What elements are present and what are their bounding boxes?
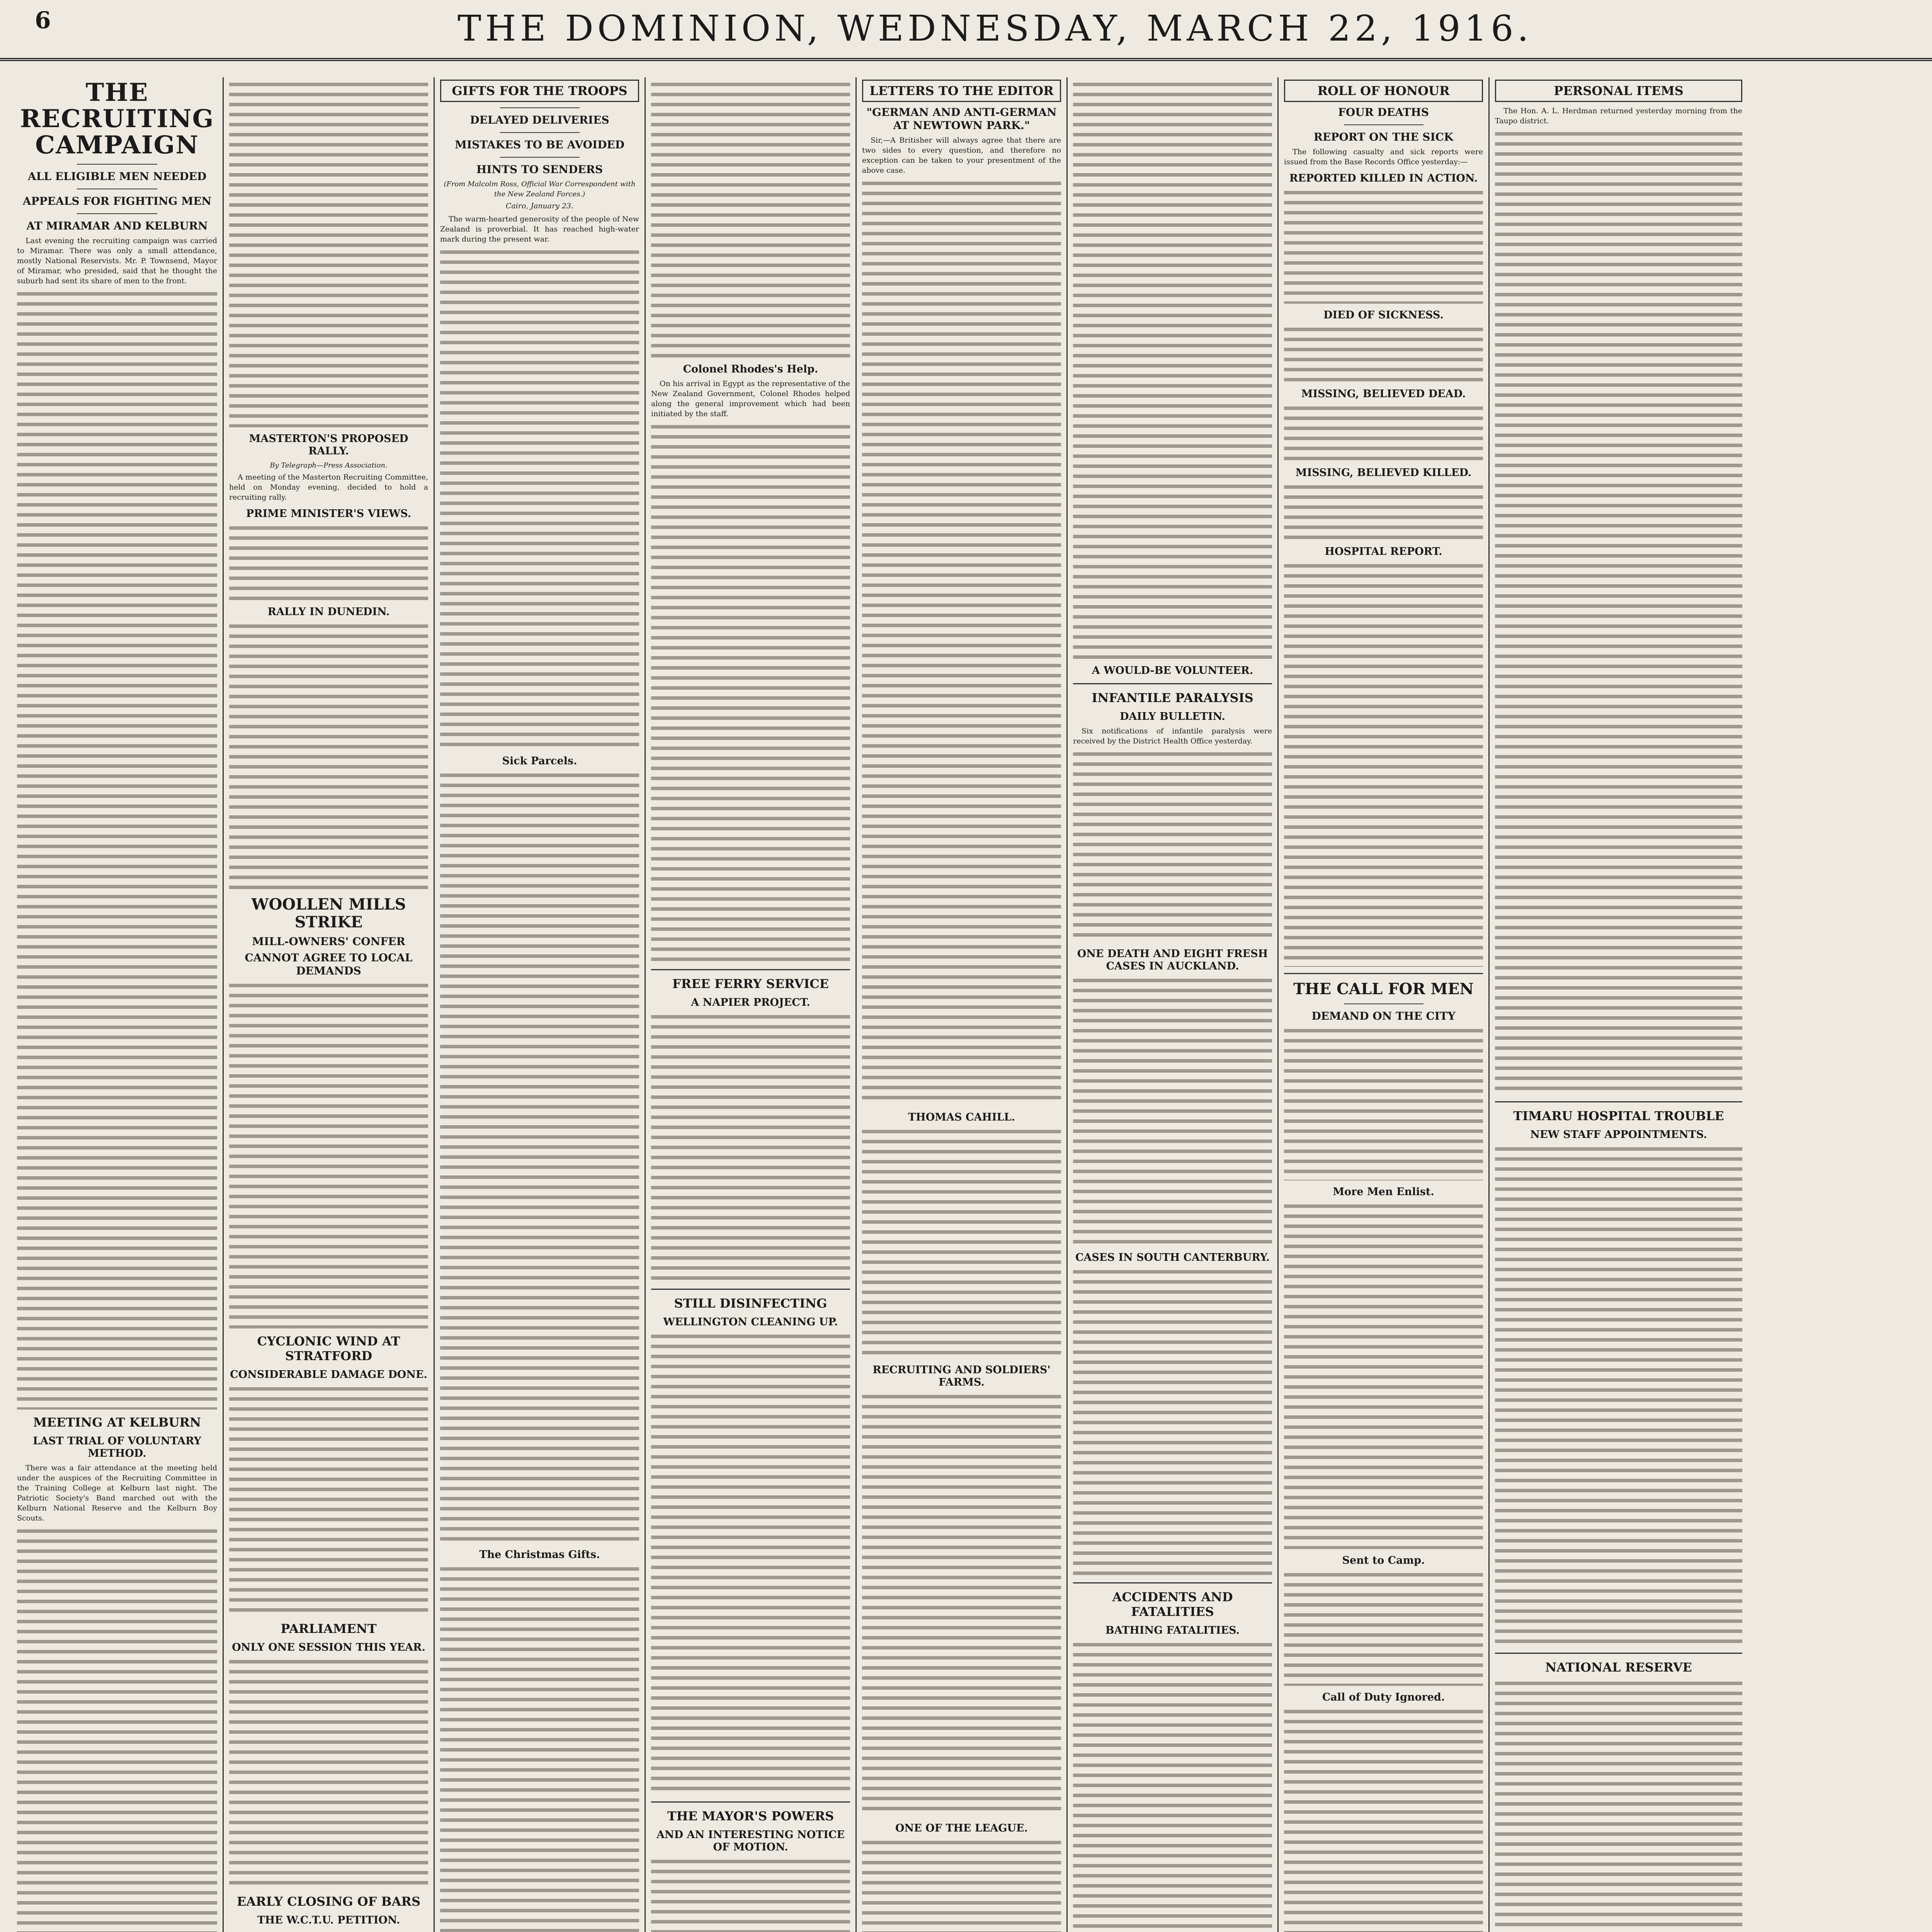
deck: "GERMAN AND ANTI-GERMAN AT NEWTOWN PARK." (866, 106, 1057, 132)
subhead: MEETING AT KELBURN (33, 1415, 201, 1430)
article-body: On his arrival in Egypt as the representative of the New Zealand Government, Colonel Rhodes helped along the general improvement which had been initiated by the staff. (651, 379, 850, 418)
subhead: Colonel Rhodes's Help. (683, 363, 818, 375)
subhead: NEW STAFF APPOINTMENTS. (1530, 1129, 1707, 1141)
subhead: More Men Enlist. (1333, 1186, 1434, 1198)
article-text-lines (17, 1526, 217, 1932)
byline: By Telegraph—Press Association. (270, 461, 388, 469)
subdeck: LAST TRIAL OF VOLUNTARY METHOD. (33, 1435, 201, 1459)
deck: DELAYED DELIVERIES (470, 114, 609, 126)
subhead: MASTERTON'S PROPOSED RALLY. (249, 433, 408, 457)
column-4 (645, 77, 855, 1932)
divider (651, 1289, 850, 1290)
headline: INFANTILE PARALYSIS (1092, 690, 1253, 705)
headline-recruiting: THE RECRUITING CAMPAIGN (20, 78, 214, 160)
article-text-lines (1284, 1570, 1483, 1686)
divider (77, 164, 157, 165)
article-text-lines (440, 247, 639, 750)
divider (1073, 1582, 1272, 1583)
article-text-lines (1073, 1640, 1272, 1932)
article-text-lines (1284, 1026, 1483, 1180)
article-text-lines (651, 80, 850, 358)
subhead: MISSING, BELIEVED KILLED. (1295, 467, 1472, 479)
article-text-lines (1284, 1201, 1483, 1549)
deck: APPEALS FOR FIGHTING MEN (22, 195, 212, 207)
divider (1495, 1101, 1742, 1102)
subhead: Sick Parcels. (502, 755, 577, 767)
subhead: Call of Duty Ignored. (1322, 1691, 1445, 1703)
divider (651, 1801, 850, 1803)
article-text-lines (229, 523, 428, 600)
article-text-lines (1495, 1144, 1742, 1646)
article-body: Last evening the recruiting campaign was carried to Miramar. There was only a small attendance, mostly National Reservists. Mr. P. Townsend, Mayor of Miramar, who presided, said that he thought the suburb had sent its share of men to the front. (17, 236, 217, 285)
subhead: ONLY ONE SESSION THIS YEAR. (232, 1641, 425, 1653)
subhead: AND AN INTERESTING NOTICE OF MOTION. (656, 1829, 845, 1853)
article-text-lines (1495, 1679, 1742, 1932)
subhead: REPORTED KILLED IN ACTION. (1289, 172, 1478, 184)
deck: REPORT ON THE SICK (1313, 131, 1454, 143)
deck: DEMAND ON THE CITY (1311, 1010, 1456, 1022)
article-body: The following casualty and sick reports were issued from the Base Records Office yesterday:— (1284, 148, 1483, 166)
deck: FOUR DEATHS (1338, 106, 1429, 119)
article-text-lines (1495, 129, 1742, 1095)
column-1 (12, 77, 223, 1932)
article-text-lines (1073, 976, 1272, 1246)
columns (12, 77, 1932, 1932)
headline-gifts: GIFTS FOR THE TROOPS (440, 80, 639, 102)
headline: CYCLONIC WIND AT STRATFORD (257, 1334, 400, 1363)
headline-personal-items: PERSONAL ITEMS (1495, 80, 1742, 102)
article-text-lines (862, 1838, 1061, 1932)
divider (77, 213, 157, 214)
article-text-lines (440, 1564, 639, 1932)
subhead: RALLY IN DUNEDIN. (267, 606, 390, 618)
article-body: There was a fair attendance at the meeting held under the auspices of the Recruiting Committee in the Training College at Kelburn last night. The Patriotic Society's Band marched out with the Kelburn National Reserve and the Kelburn Boy Scouts. (17, 1464, 217, 1522)
headline: STILL DISINFECTING (674, 1296, 827, 1311)
signoff: THOMAS CAHILL. (908, 1111, 1015, 1123)
article-text-lines (862, 1392, 1061, 1817)
subhead: RECRUITING AND SOLDIERS' FARMS. (872, 1364, 1051, 1388)
deck: CANNOT AGREE TO LOCAL DEMANDS (245, 951, 413, 977)
article-text-lines (1073, 1267, 1272, 1576)
column-3 (434, 77, 645, 1932)
article-text-lines (651, 422, 850, 963)
headline: PARLIAMENT (281, 1621, 377, 1636)
divider (500, 157, 580, 158)
article-text-lines (229, 1657, 428, 1889)
deck: HINTS TO SENDERS (476, 163, 603, 176)
subhead: BATHING FATALITIES. (1105, 1624, 1240, 1636)
article-text-lines (229, 981, 428, 1328)
divider (1344, 124, 1423, 125)
column-8 (1495, 80, 1742, 1932)
article-text-lines (862, 179, 1061, 1106)
column-7 (1277, 77, 1488, 1932)
deck: MILL-OWNERS' CONFER (252, 935, 405, 948)
headline: EARLY CLOSING OF BARS (236, 1894, 421, 1909)
headline: WOOLLEN MILLS STRIKE (251, 895, 406, 931)
article-text-lines (862, 1127, 1061, 1359)
casualty-list (1284, 188, 1483, 304)
signoff: A WOULD-BE VOLUNTEER. (1092, 665, 1253, 677)
headline: TIMARU HOSPITAL TROUBLE (1513, 1109, 1724, 1123)
deck: ALL ELIGIBLE MEN NEEDED (27, 170, 207, 183)
byline: (From Malcolm Ross, Official War Correspondent with the New Zealand Forces.) (444, 180, 636, 198)
masthead (0, 0, 1932, 61)
headline-call-for-men: THE CALL FOR MEN (1293, 980, 1474, 998)
headline: THE MAYOR'S POWERS (667, 1809, 834, 1823)
signoff: ONE OF THE LEAGUE. (895, 1822, 1028, 1834)
subhead: DAILY BULLETIN. (1120, 711, 1225, 723)
casualty-list (1284, 482, 1483, 540)
subhead: THE W.C.T.U. PETITION. (257, 1914, 400, 1926)
subhead: MISSING, BELIEVED DEAD. (1301, 388, 1466, 400)
column-6 (1066, 77, 1277, 1932)
subhead: HOSPITAL REPORT. (1325, 546, 1442, 558)
article-text-lines (229, 621, 428, 892)
page-number: 6 (35, 7, 51, 34)
article-text-lines (651, 1857, 850, 1932)
subhead: DIED OF SICKNESS. (1323, 309, 1444, 321)
letter-body: Sir,—A Britisher will always agree that there are two sides to every question, and therefore no exception can be taken to your presentment of the above case. (862, 136, 1061, 175)
article-text-lines (440, 770, 639, 1543)
article-text-lines (1284, 1707, 1483, 1932)
casualty-list (1284, 325, 1483, 383)
column-5 (855, 77, 1066, 1932)
subhead: ONE DEATH AND EIGHT FRESH CASES IN AUCKLAND. (1077, 948, 1268, 972)
article-text-lines (1073, 80, 1272, 659)
divider (1344, 1003, 1423, 1004)
article-text-lines (651, 1012, 850, 1282)
subhead: WELLINGTON CLEANING UP. (663, 1316, 838, 1328)
casualty-list (1284, 403, 1483, 461)
article-body: Six notifications of infantile paralysis were received by the District Health Office yesterday. (1073, 727, 1272, 745)
column-2 (223, 77, 434, 1932)
article-text-lines (229, 80, 428, 427)
divider (1284, 973, 1483, 974)
article-body: A meeting of the Masterton Recruiting Committee, held on Monday evening, decided to hold a recruiting rally. (229, 473, 428, 502)
subhead: Sent to Camp. (1342, 1554, 1425, 1566)
casualty-list (1284, 561, 1483, 967)
divider (500, 107, 580, 108)
headline-letters: LETTERS TO THE EDITOR (862, 80, 1061, 102)
subhead: CASES IN SOUTH CANTERBURY. (1075, 1252, 1270, 1264)
article-body: The Hon. A. L. Herdman returned yesterday morning from the Taupo district. (1495, 107, 1742, 125)
newspaper-title: THE DOMINION, WEDNESDAY, MARCH 22, 1916. (457, 8, 1532, 49)
headline: FREE FERRY SERVICE (672, 976, 829, 991)
headline: ACCIDENTS AND FATALITIES (1112, 1590, 1233, 1619)
deck: MISTAKES TO BE AVOIDED (454, 138, 625, 151)
subhead: CONSIDERABLE DAMAGE DONE. (230, 1369, 427, 1381)
subhead: A NAPIER PROJECT. (691, 997, 810, 1009)
headline-roll-of-honour: ROLL OF HONOUR (1284, 80, 1483, 102)
article-text-lines (229, 1384, 428, 1616)
headline: NATIONAL RESERVE (1545, 1660, 1692, 1675)
article-text-lines (17, 289, 217, 1410)
divider (1073, 683, 1272, 684)
divider (651, 969, 850, 970)
deck: AT MIRAMAR AND KELBURN (26, 219, 208, 232)
subhead: PRIME MINISTER'S VIEWS. (246, 508, 412, 520)
divider (1495, 1653, 1742, 1654)
article-text-lines (1073, 749, 1272, 942)
article-body: The warm-hearted generosity of the people of New Zealand is proverbial. It has reached high-water mark during the present war. (440, 215, 639, 243)
article-text-lines (651, 1332, 850, 1795)
dateline: Cairo, January 23. (505, 202, 574, 210)
column-8-wrap (1488, 77, 1932, 1932)
subhead: The Christmas Gifts. (479, 1549, 600, 1561)
article-text-lines (229, 1930, 428, 1932)
divider (500, 132, 580, 133)
